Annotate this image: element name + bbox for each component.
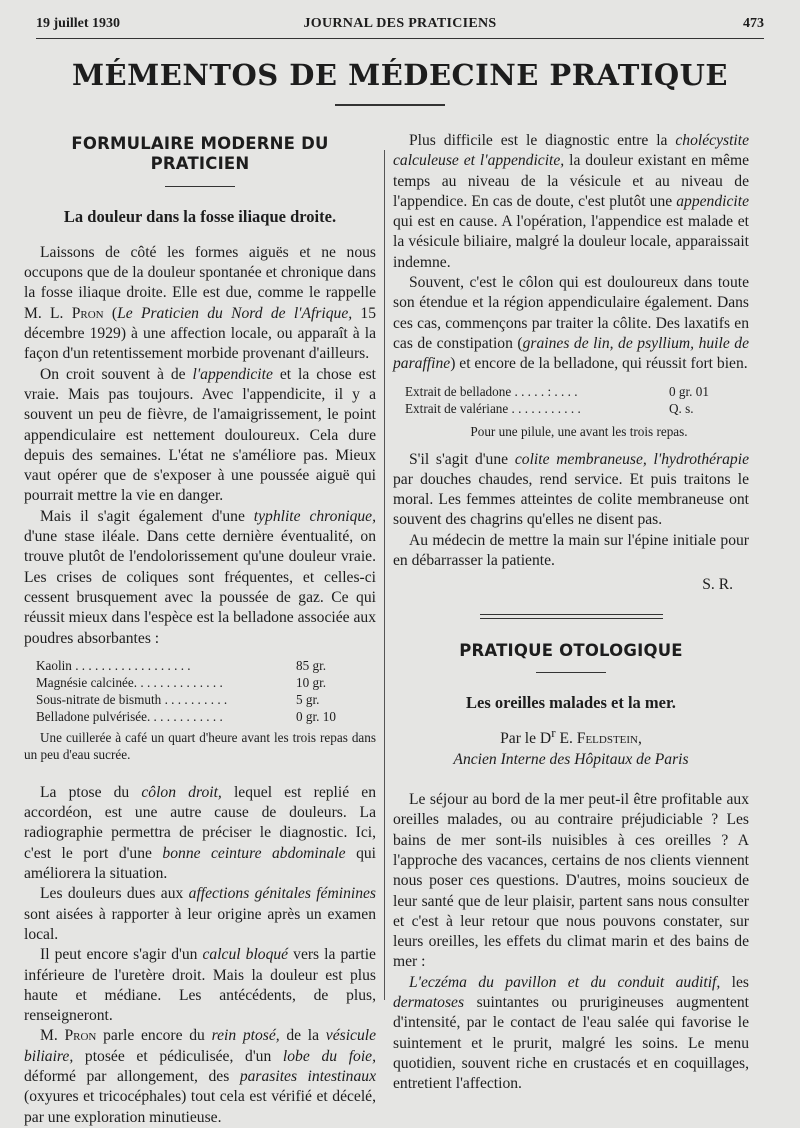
formula-row: Kaolin . . . . . . . . . . . . . . . . . . 85 gr. xyxy=(36,657,327,673)
author-signature: S. R. xyxy=(702,576,733,594)
paragraph: L'eczéma du pavillon et du conduit auditif, les dermatoses suintantes ou prurigineuses augmentent d'intensité, par le contact de l'eau salée qui favorise le suintement et le prurit, malgré les soins. Le menu quotidien, souvent riche en crustacés et en coquillages, entretient l'affection. xyxy=(393,973,749,1093)
section-rule xyxy=(536,672,606,673)
article-subtitle: La douleur dans la fosse iliaque droite. xyxy=(63,206,337,226)
paragraph: On croit souvent à de l'appendicite et la chose est vraie. Mais pas toujours. Avec l'appendicite, il y a souvent un peu de fièvre, de l'amaigrissement, le point appendiculaire est nettement douloureux. Cela dure depuis des semaines. L'état ne s'améliore pas. Mieux vaut opérer que de s'exposer à une poussée aiguë qui pourrait mettre la vie en danger. xyxy=(24,365,376,505)
paragraph: La ptose du côlon droit, lequel est replié en accordéon, est une autre cause de douleurs. La radiographie permettra de préciser le diagnostic. Ici, c'est le port d'une bonne ceinture abdominale qui améliorera la situation. xyxy=(24,783,377,883)
paragraph: Laissons de côté les formes aiguës et ne nous occupons que de la douleur spontanée et chronique dans la fosse iliaque droite. Elle est due, comme le rappelle M. L. Pron (Le Praticien du Nord de l'Afrique, 15 décembre 1929) à une affection locale, ou apparaît à la façon d'un retentissement morbide provenant d'ailleurs. xyxy=(24,243,377,363)
article-subtitle: Les oreilles malades et la mer. xyxy=(466,692,676,712)
paragraph: Au médecin de mettre la main sur l'épine initiale pour en débarrasser la patiente. xyxy=(393,531,749,570)
running-header xyxy=(36,14,764,36)
paragraph: Les douleurs dues aux affections génitales féminines sont aisées à rapporter à leur origine après un examen local. xyxy=(24,885,376,943)
paragraph: Souvent, c'est le côlon qui est douloureux dans toute son étendue et la région appendiculaire également. Dans ces cas, commençons par traiter la côlite. Des laxatifs en cas de constipation (graines de lin, de psyllium, huile de paraffine) et encore de la belladone, qui réussit fort bien. xyxy=(393,274,749,373)
prescription-formula xyxy=(405,383,739,417)
section-heading: PRATIQUE OTOLOGIQUE xyxy=(459,640,683,660)
section-separator xyxy=(480,614,663,619)
section-heading: FORMULAIRE MODERNE DU PRATICIEN xyxy=(71,134,329,174)
header-journal-title: JOURNAL DES PRATICIENS xyxy=(303,16,497,31)
page-number: 473 xyxy=(743,16,764,31)
title-rule xyxy=(335,104,445,106)
formula-row: Extrait de valériane . . . . . . . . . . . Q. s. xyxy=(405,400,694,416)
paragraph: M. Pron parle encore du rein ptosé, de la vésicule biliaire, ptosée et pédiculisée, d'un lobe du foie, déformé par allongement, des parasites intestinaux (oxyures et tricocéphales) tout cela est vérifié et décelé, par une exploration minutieuse. xyxy=(24,1027,377,1126)
page-title: MÉMENTOS DE MÉDECINE PRATIQUE xyxy=(71,58,729,92)
formula-row: Belladone pulvérisée. . . . . . . . . . . . 0 gr. 10 xyxy=(36,708,336,724)
formula-row: Extrait de belladone . . . . . : . . . . 0 gr. 01 xyxy=(405,383,709,399)
paragraph: Il peut encore s'agir d'un calcul bloqué vers la partie inférieure de l'uretère droit. Mais la douleur est plus haute et médiane. Les antécédents, de plus, renseigneront. xyxy=(24,946,376,1025)
paragraph: Plus difficile est le diagnostic entre la cholécystite calculeuse et l'appendicite, la douleur existant en même temps au niveau de la vésicule et au niveau de l'appendice. En cas de doute, c'est plutôt une appendicite qui est en cause. A l'opération, l'appendice est malade et la vésicule biliaire, malgré la douleur locale, apparaissait indemne. xyxy=(393,132,750,271)
prescription-formula xyxy=(36,657,366,725)
formula-instructions: Une cuillerée à café un quart d'heure avant les trois repas dans un peu d'eau sucrée. xyxy=(24,729,376,762)
left-column xyxy=(24,134,376,1128)
formula-row: Sous-nitrate de bismuth . . . . . . . . . . 5 gr. xyxy=(36,691,320,707)
paragraph: Mais il s'agit également d'une typhlite chronique, d'une stase iléale. Dans cette dernière éventualité, on trouve plutôt de l'endolorissement qu'une douleur vraie. Les crises de coliques sont fréquentes, et celles-ci cessent brusquement avec la poussée de gaz. Ce qui réussit mieux dans l'espèce est la belladone associée aux poudres absorbantes : xyxy=(24,507,376,647)
paragraph: S'il s'agit d'une colite membraneuse, l'hydrothérapie par douches chaudes, rend service. Et puis traitons le moral. Les femmes atteintes de colite membraneuse ont souvent des chagrins qu'elles ne disent pas. xyxy=(393,450,749,529)
right-column xyxy=(393,131,749,1094)
header-date: 19 juillet 1930 xyxy=(36,16,120,31)
byline-affiliation: Ancien Interne des Hôpitaux de Paris xyxy=(453,750,689,768)
header-rule xyxy=(36,38,764,39)
section-rule xyxy=(165,186,235,187)
formula-row: Magnésie calcinée. . . . . . . . . . . . . . 10 gr. xyxy=(36,674,327,690)
byline-author: Par le $D^r$ E. Feldstein, xyxy=(500,725,642,748)
column-divider xyxy=(384,150,385,1000)
paragraph: Le séjour au bord de la mer peut-il être profitable aux oreilles malades, ou au contraire préjudiciable ? Les bains de mer sont-ils nuisibles à ces oreilles ? A l'approche des vacances, certains de nos clients viennent nous poser ces questions. D'autres, moins soucieux de leur santé que de leur plaisir, partent sans nous consulter et c'est à leur retour que nous pouvons constater, sur leurs oreilles, les effets du climat marin et des bains de mer : xyxy=(393,791,749,971)
formula-instructions: Pour une pilule, une avant les trois repas. xyxy=(470,423,688,439)
